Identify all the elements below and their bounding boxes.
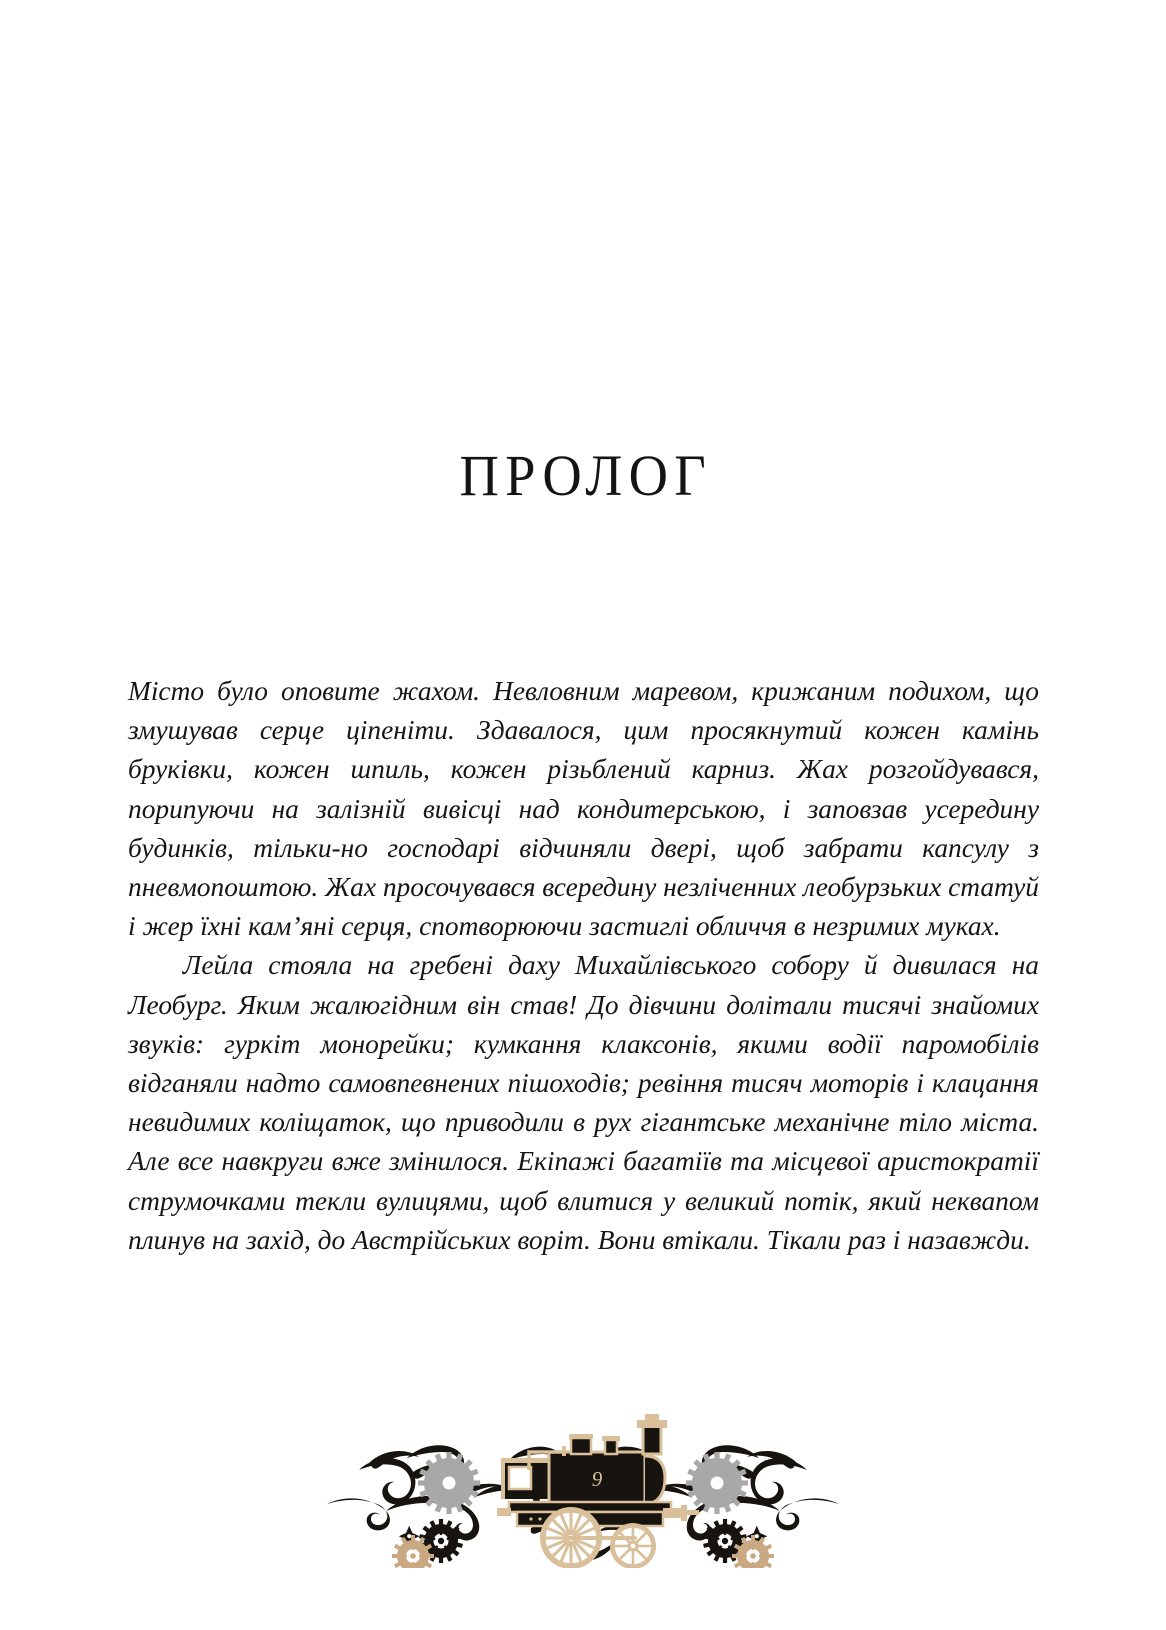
gear-gray-right-icon	[686, 1452, 748, 1514]
paragraph-2: Лейла стояла на гребені даху Михайлівського собору й дивилася на Леобург. Яким жалюгідним він став! До дівчини долітали тисячі знайомих звуків: гуркіт монорейки; кумкання клаксонів, якими водії паромобілів відганяли надто самовпевнених пішоходів; ревіння тисяч моторів і клацання невидимих коліщаток, що приводили в рух гігантське механічне тіло міста. Але все навкруги вже змінилося. Екіпажі багатіїв та місцевої аристократії струмочками текли вулицями, щоб влитися у великий потік, який неквапом плинув на захід, до Австрійських воріт. Вони втікали. Тікали раз і назавжди.	[128, 950, 1039, 1255]
page-title: ПРОЛОГ	[459, 442, 713, 508]
paragraph-1: Місто було оповите жахом. Невловним маревом, крижаним подихом, що змушував серце ціпеніти. Здавалося, цим просякнутий кожен камінь бруківки, кожен шпиль, кожен різьблений карниз. Жах розгойдувався, порипуючи на залізній вивісці над кондитерською, і заповзав усередину будинків, тільки-но господарі відчиняли двері, щоб забрати капсулу з пневмопоштою. Жах просочувався всередину незліченних леобурзьких статуй і жер їхні кам’яні серця, спотворюючи застиглі обличчя в незримих муках.	[128, 676, 1040, 942]
locomotive-flourish-icon	[313, 1398, 853, 1568]
chapter-end-ornament	[313, 1398, 853, 1568]
folio-number: 9	[591, 1467, 603, 1491]
body-text-block	[128, 672, 1039, 1260]
locomotive-leading-wheel	[610, 1523, 656, 1568]
chapter-title-container	[0, 408, 1166, 544]
gear-gray-left-icon	[418, 1452, 480, 1514]
